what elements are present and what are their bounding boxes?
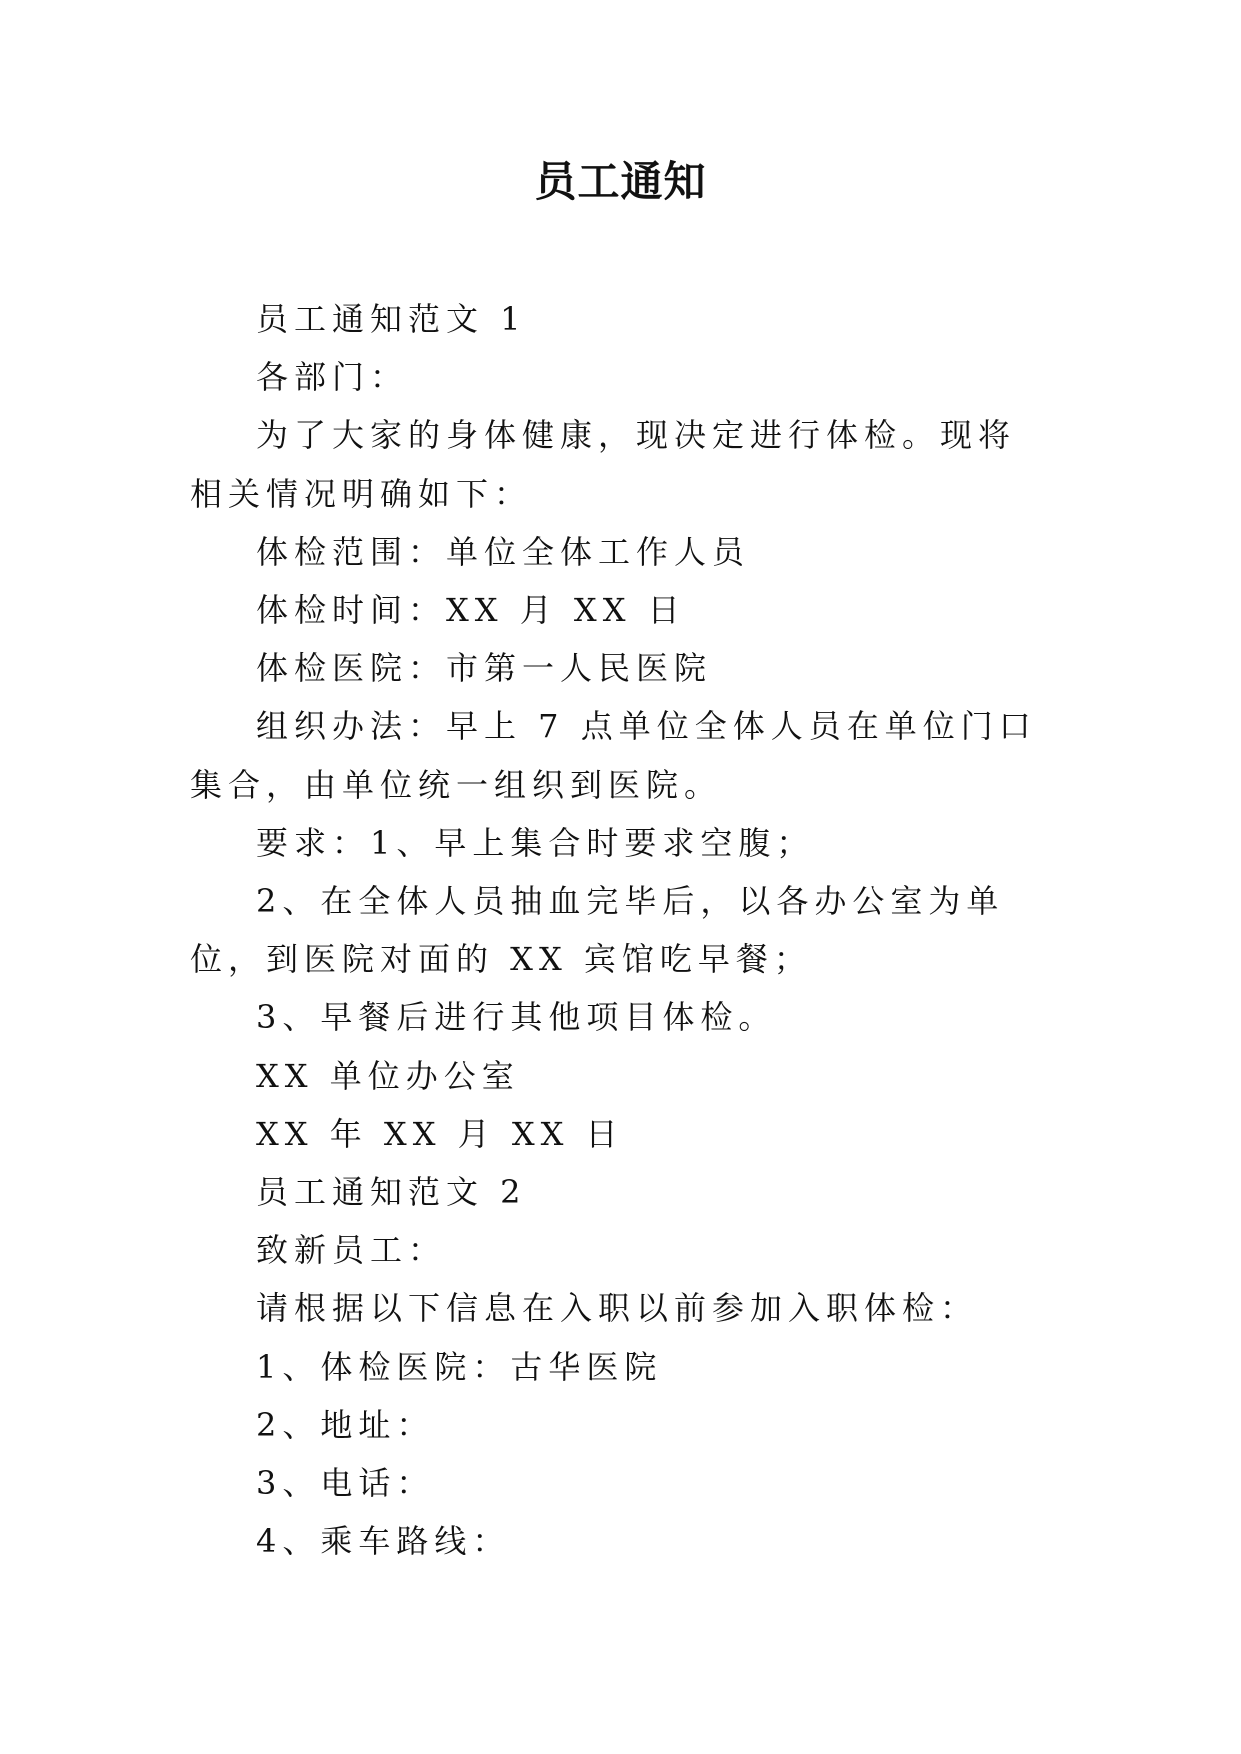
info-address: 2、地址： [256,1405,435,1444]
intro-paragraph: 为了大家的身体健康，现决定进行体检。现将相关情况明确如下： [190,416,1017,513]
info-phone: 3、电话： [256,1464,435,1503]
section-heading-1: 员工通知范文 1 [256,300,527,338]
info-route: 4、乘车路线： [256,1522,511,1561]
signature-date: XX 年 XX 月 XX 日 [256,1114,624,1153]
salutation: 各部门： [256,358,409,397]
exam-time: 体检时间：XX 月 XX 日 [256,591,686,630]
exam-hospital: 体检医院：市第一人民医院 [256,649,713,688]
exam-scope: 体检范围：单位全体工作人员 [256,532,751,571]
organization-method: 组织办法：早上 7 点单位全体人员在单位门口集合，由单位统一组织到医院。 [190,707,1037,804]
info-hospital: 1、体检医院：古华医院 [256,1347,663,1386]
requirement-2: 2、在全体人员抽血完毕后，以各办公室为单位，到医院对面的 XX 宾馆吃早餐； [190,882,1005,979]
signature-office: XX 单位办公室 [256,1056,520,1095]
requirement-3: 3、早餐后进行其他项目体检。 [256,998,777,1037]
page-title: 员工通知 [534,157,707,206]
salutation-2: 致新员工： [256,1231,447,1270]
instruction-paragraph: 请根据以下信息在入职以前参加入职体检： [256,1289,979,1328]
document-body [190,290,1050,1570]
section-heading-2: 员工通知范文 2 [256,1173,527,1212]
requirement-1: 要求：1、早上集合时要求空腹； [256,823,815,862]
